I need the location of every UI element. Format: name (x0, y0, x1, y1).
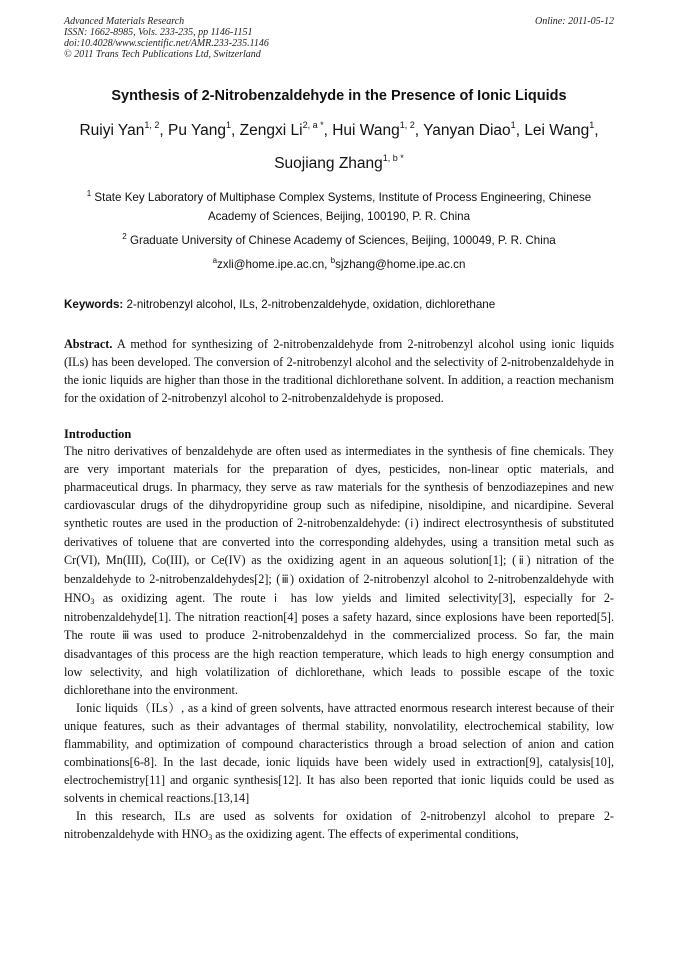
author-2: Pu Yang$^1$, (167, 120, 240, 139)
affiliation-2: $^2$ Graduate University of Chinese Academy of Sciences, Beijing, 100049, P. R. China (122, 232, 556, 247)
author-1: Ruiyi Yan$^{1, 2}$, (79, 120, 168, 139)
affiliations (64, 188, 614, 274)
author-4: Hui Wang$^{1, 2}$, (332, 120, 424, 139)
journal-name: Advanced Materials Research (64, 16, 185, 27)
author-5: Yanyan Diao$^1$, (423, 120, 525, 139)
issn-line: ISSN: 1662-8985, Vols. 233-235, pp 1146-1151 (64, 27, 253, 38)
abstract (64, 335, 614, 407)
intro-paragraph-1: The nitro derivatives of benzaldehyde are often used as intermediates in the synthesis of fine chemicals. They are very important materials for the preparation of dyes, pesticides, non-linear optic materials, and pharmaceutical drugs. In pharmacy, they serve as raw materials for the synthesis of benzodiazepines and new cardiovascular drugs of the dihydropyridine group such as nifedipine, nisoldipine, and nicardipine. Several synthetic routes are used in the production of 2-nitrobenzaldehyde: (ⅰ) indirect electrosynthesis of substituted derivatives of toluene that are converted into the corresponding aldehydes, using a transition metal such as Cr(VI), Mn(III), Co(III), or Ce(IV) as the oxidizing agent in an aqueous solution[1]; (ⅱ) nitration of the benzaldehyde to 2-nitrobenzaldehydes[2]; (ⅲ) oxidation of 2-nitrobenzyl alcohol to 2-nitrobenzaldehyde with $HNO_3$ as oxidizing agent. The route ⅰ has low yields and limited selectivity[3], especially for 2-nitrobenzaldehyde[1]. The nitration reaction[4] poses a safety hazard, since explosions have been reported[5]. The route ⅲwas used to produce 2-nitrobenzaldehyd in the commercialized process. So far, the main disadvantages of this process are the high reaction temperature, which leads to high energy consumption and low selectivity, and high volatilization of dichlorethane, which leads to possible escape of the toxic dichlorethane into the environment. (64, 444, 615, 697)
author-6: Lei Wang$^1$, (524, 120, 599, 139)
author-7: Suojiang Zhang$^{1, b *}$ (274, 153, 404, 172)
abstract-text: A method for synthesizing of 2-nitrobenzaldehyde from 2-nitrobenzyl alcohol using ionic liquids (ILs) has been developed. The conversion of 2-nitrobenzyl alcohol and the selectivity of 2-nitrobenzaldehyde in the ionic liquids are higher than those in the traditional dichlorethane solvent. In addition, a reaction mechanism for the oxidation of 2-nitrobenzyl alcohol to 2-nitrobenzaldehyde is proposed. (64, 337, 615, 405)
email-a-link[interactable]: zxli@home.ipe.ac.cn (217, 258, 325, 271)
keywords-text: 2-nitrobenzyl alcohol, ILs, 2-nitrobenzaldehyde, oxidation, dichlorethane (126, 298, 496, 311)
abstract-label: Abstract. (64, 337, 113, 351)
journal-header (64, 16, 614, 60)
author-list (64, 114, 614, 180)
introduction-body (64, 442, 614, 843)
intro-paragraph-3: In this research, ILs are used as solvents for oxidation of 2-nitrobenzyl alcohol to prepare 2-nitrobenzaldehyde with $HNO_3$ as the oxidizing agent. The effects of experimental conditions, (64, 809, 614, 842)
author-3: Zengxi $Li^{2, a *}$, (239, 120, 333, 139)
copyright-line: © 2011 Trans Tech Publications Ltd, Switzerland (64, 49, 261, 60)
online-date: Online: 2011-05-12 (535, 16, 614, 27)
doi-line: doi:10.4028/www.scientific.net/AMR.233-235.1146 (64, 38, 269, 49)
intro-paragraph-2: Ionic liquids（ILs）, as a kind of green solvents, have attracted enormous research interest because of their unique features, such as their advantages of thermal stability, nonvolatility, electrochemical stability, low flammability, and optimization of compound characteristics through a broad selection of anion and cation combinations[6-8]. In the last decade, ionic liquids have been widely used in extraction[9], catalysis[10], electrochemistry[11] and organic synthesis[12]. It has also been reported that ionic liquids could be used as solvents in chemical reactions.[13,14] (64, 701, 614, 805)
affiliation-1: $^1$ State Key Laboratory of Multiphase Complex Systems, Institute of Process Engineering, Chinese Academy of Sciences, Beijing, 100190, P. R. China (86, 189, 592, 223)
keywords (64, 298, 614, 311)
author-emails: $^a$zxli@home.ipe.ac.cn, $^b$sjzhang@home.ipe.ac.cn (212, 256, 466, 271)
introduction-heading: Introduction (64, 427, 132, 441)
email-b-link[interactable]: sjzhang@home.ipe.ac.cn (335, 258, 466, 271)
paper-title: Synthesis of 2-Nitrobenzaldehyde in the Presence of Ionic Liquids (111, 88, 567, 104)
keywords-label: Keywords: (64, 298, 124, 311)
